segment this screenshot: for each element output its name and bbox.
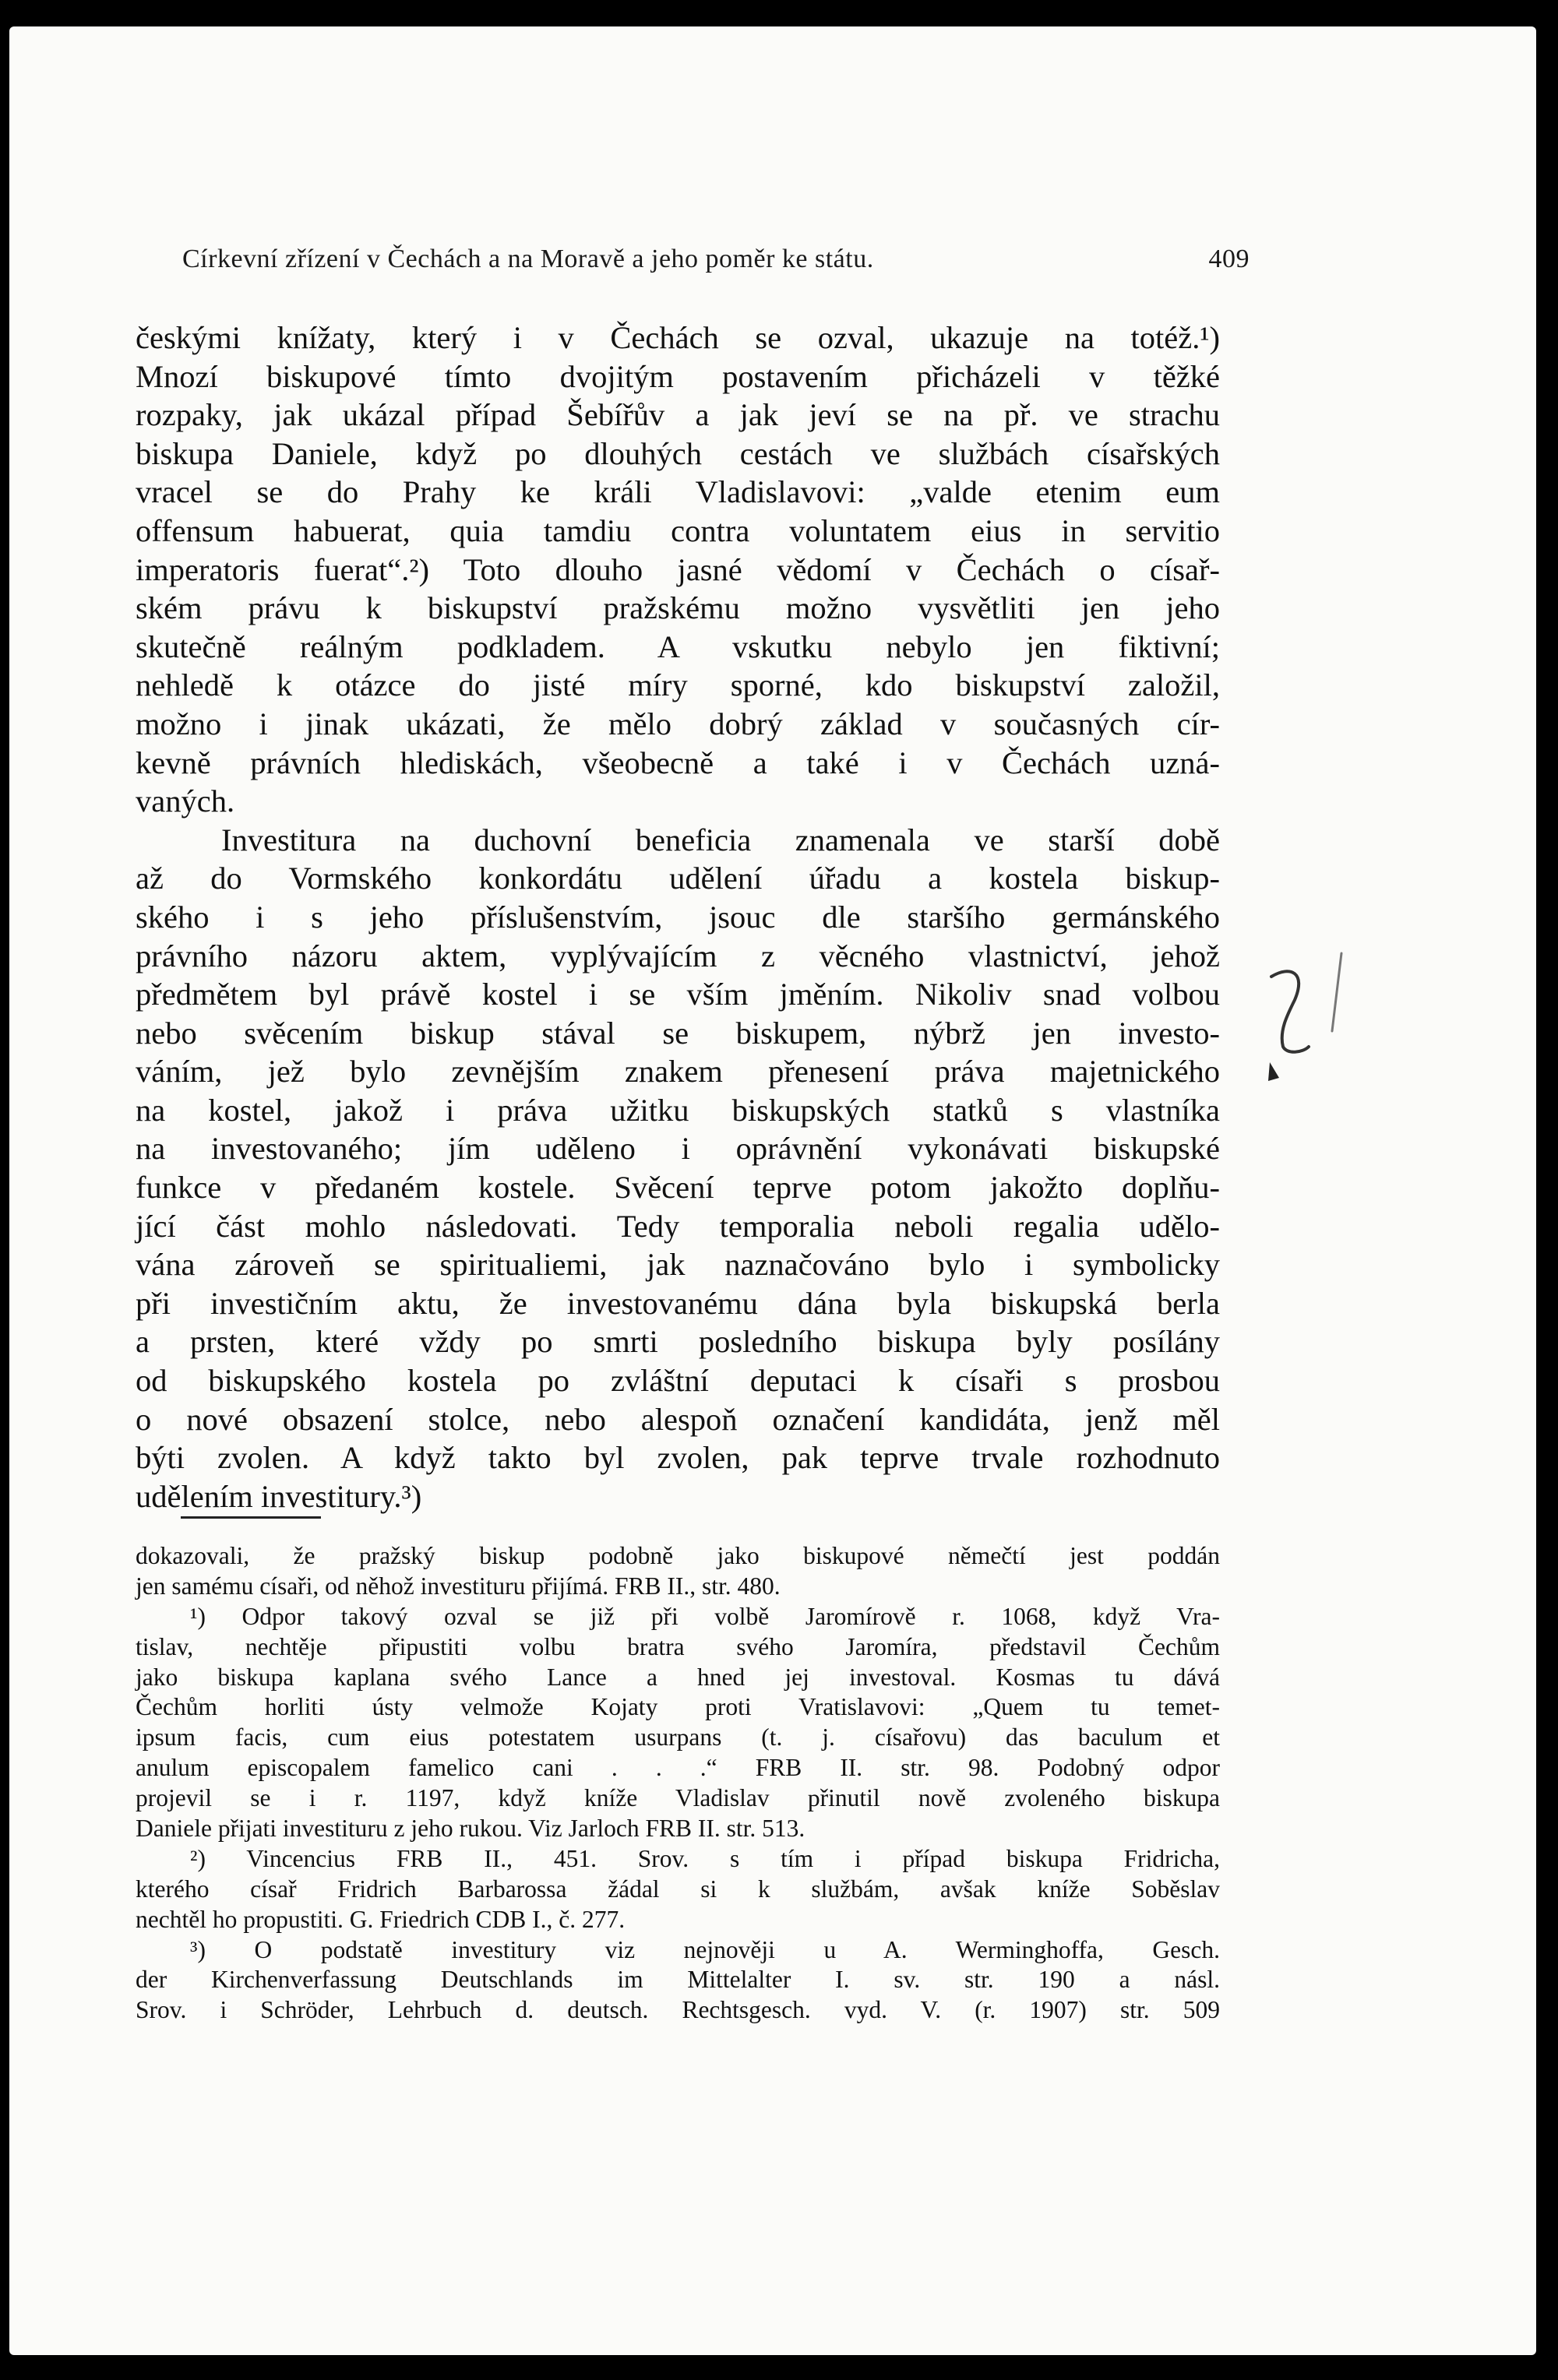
handwritten-margin-mark [1248,938,1373,1117]
footnote-line: der Kirchenverfassung Deutschlands im Mittelalter I. sv. str. 190 a násl. [136,1966,1220,1994]
text-line: imperatoris fuerat“.²) Toto dlouho jasné vědomí v Čechách o císař- [136,551,1220,587]
footnote-line: nechtěl ho propustiti. G. Friedrich CDB I., č. 277. [136,1905,626,1933]
footnote-line: kterého císař Fridrich Barbarossa žádal si k službám, avšak kníže Soběslav [136,1875,1220,1903]
footnote-line: jen samému císaři, od něhož investituru přijímá. FRB II., str. 480. [136,1572,781,1600]
footnote-line: Srov. i Schröder, Lehrbuch d. deutsch. Rechtsgesch. vyd. V. (r. 1907) str. 509 [136,1996,1220,2024]
text-line: jící část mohlo následovati. Tedy temporalia neboli regalia udělo- [136,1208,1220,1244]
footnote-line: projevil se i r. 1197, když kníže Vladislav přinutil nově zvoleného biskupa [136,1784,1220,1812]
text-line: offensum habuerat, quia tamdiu contra voluntatem eius in servitio [136,512,1220,548]
text-line: váním, jež bylo zevnějším znakem přenesení práva majetnického [136,1054,1220,1090]
text-line: udělením investitury.³) [136,1478,422,1514]
text-line: při investičním aktu, že investovanému dána byla biskupská berla [136,1285,1220,1321]
text-line: možno i jinak ukázati, že mělo dobrý základ v současných cír- [136,706,1220,741]
footnote-line: tislav, nechtěje připustiti volbu bratra svého Jaromíra, představil Čechům [136,1632,1220,1660]
text-line: býti zvolen. A když takto byl zvolen, pak teprve trvale rozhodnuto [136,1440,1220,1476]
footnote-2-start: ²) Vincencius FRB II., 451. Srov. s tím i případ biskupa Fridricha, [190,1844,1220,1872]
running-title: Církevní zřízení v Čechách a na Moravě a jeho poměr ke státu. [182,245,874,273]
footnote-line: Daniele přijati investituru z jeho rukou. Viz Jarloch FRB II. str. 513. [136,1815,805,1843]
body-text [136,319,1220,1516]
footnote-line: dokazovali, že pražský biskup podobně jako biskupové němečtí jest poddán [136,1542,1220,1569]
text-line: předmětem byl právě kostel i se vším jměním. Nikoliv snad volbou [136,977,1220,1012]
text-line: nehledě k otázce do jisté míry sporné, kdo biskupství založil, [136,667,1220,703]
text-line: kevně právních hlediskách, všeobecně a také i v Čechách uzná- [136,745,1220,780]
footnote-line: Čechům horliti ústy velmože Kojaty proti Vratislavovi: „Quem tu temet- [136,1693,1220,1721]
text-line: a prsten, které vždy po smrti posledního biskupa byly posílány [136,1324,1220,1360]
text-line: vracel se do Prahy ke králi Vladislavovi: „valde etenim eum [136,474,1220,510]
text-line: ského i s jeho příslušenstvím, jsouc dle staršího germánského [136,899,1220,935]
text-line: ském právu k biskupství pražskému možno vysvětliti jen jeho [136,590,1220,626]
text-line: na kostel, jakož i práva užitku biskupských statků s vlastníka [136,1092,1220,1128]
text-line: funkce v předaném kostele. Svěcení teprve potom jakožto doplňu- [136,1170,1220,1206]
page-number: 409 [1208,245,1250,273]
text-line: rozpaky, jak ukázal případ Šebířův a jak jeví se na př. ve strachu [136,397,1220,433]
text-line: nebo svěcením biskup stával se biskupem, nýbrž jen investo- [136,1015,1220,1051]
footnote-line: jako biskupa kaplana svého Lance a hned jej investoval. Kosmas tu dává [136,1663,1220,1691]
text-line: vána zároveň se spiritualiemi, jak naznačováno bylo i symbolicky [136,1247,1220,1283]
text-line: Mnozí biskupové tímto dvojitým postavením přicházeli v těžké [136,358,1220,394]
text-line: biskupa Daniele, když po dlouhých cestách ve službách císařských [136,435,1220,471]
text-line: vaných. [136,783,235,819]
footnote-3-start: ³) O podstatě investitury viz nejnověji u A. Werminghoffa, Gesch. [190,1935,1220,1963]
text-line: skutečně reálným podkladem. A vskutku nebylo jen fiktivní; [136,628,1220,664]
text-line: až do Vormského konkordátu udělení úřadu a kostela biskup- [136,861,1220,896]
text-line: od biskupského kostela po zvláštní deputaci k císaři s prosbou [136,1363,1220,1399]
footnote-1-start: ¹) Odpor takový ozval se již při volbě Jaromírově r. 1068, když Vra- [190,1602,1220,1630]
text-line: právního názoru aktem, vyplývajícím z věcného vlastnictví, jehož [136,938,1220,973]
book-page [9,26,1536,2355]
footnote-line: ipsum facis, cum eius potestatem usurpans (t. j. císařovu) das baculum et [136,1723,1220,1752]
text-line: o nové obsazení stolce, nebo alespoň označení kandidáta, jenž měl [136,1401,1220,1437]
text-line: na investovaného; jím uděleno i oprávnění vykonávati biskupské [136,1131,1220,1167]
footnote-line: anulum episcopalem famelico cani . . .“ FRB II. str. 98. Podobný odpor [136,1754,1220,1782]
footnote-separator [181,1516,321,1519]
running-header [182,245,1250,274]
text-line: českými knížaty, který i v Čechách se ozval, ukazuje na totéž.¹) [136,320,1220,355]
paragraph-start-line: Investitura na duchovní beneficia znamenala ve starší době [221,822,1220,857]
footnotes [136,1541,1220,2026]
